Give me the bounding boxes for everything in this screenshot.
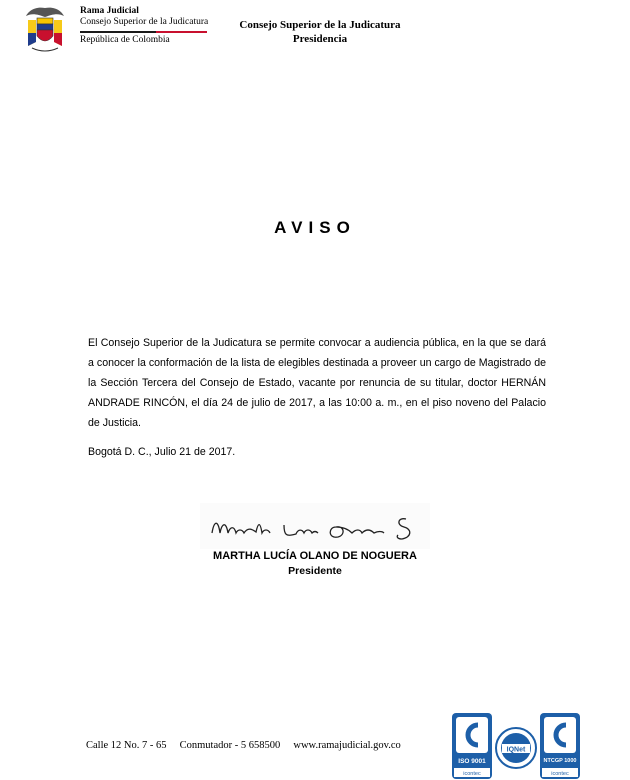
iqnet-seal-icon xyxy=(494,718,538,778)
institution-block xyxy=(80,6,210,46)
footer-website: www.ramajudicial.gov.co xyxy=(293,740,401,751)
institution-country: República de Colombia xyxy=(80,35,170,45)
institution-name: Rama Judicial xyxy=(80,6,139,16)
page-title: AVISO xyxy=(274,218,356,237)
colombia-coat-of-arms-icon xyxy=(22,4,68,54)
footer-contact xyxy=(86,740,401,751)
cert-footer: icontec xyxy=(463,771,481,777)
notice-body xyxy=(88,333,546,433)
cert-label: NTCGP 1000 xyxy=(543,758,577,764)
signatory-role: Presidente xyxy=(288,565,342,577)
office-block xyxy=(225,18,415,46)
iso-9001-seal-icon xyxy=(452,713,492,779)
handwritten-signature xyxy=(200,503,430,549)
cert-label: IQNet xyxy=(506,746,526,754)
office-name: Consejo Superior de la Judicatura xyxy=(239,19,401,31)
cert-footer: icontec xyxy=(551,771,569,777)
office-unit: Presidencia xyxy=(292,33,348,45)
header-divider xyxy=(80,31,207,33)
footer-phone: Conmutador - 5 658500 xyxy=(179,740,281,751)
notice-paragraph: El Consejo Superior de la Judicatura se permite convocar a audiencia pública, en la que se dará a conocer la conformación de la lista de elegibles destinada a proveer un cargo de Magistrado de la Sección Tercera del Consejo de Estado, vacante por renuncia de su titular, doctor HERNÁN ANDRADE RINCÓN, el día 24 de julio de 2017, a las 10:00 a. m., en el piso noveno del Palacio de Justicia. xyxy=(88,337,546,429)
institution-council: Consejo Superior de la Judicatura xyxy=(80,17,209,27)
place-date: Bogotá D. C., Julio 21 de 2017. xyxy=(88,446,236,458)
cert-label: ISO 9001 xyxy=(458,758,486,765)
footer-address: Calle 12 No. 7 - 65 xyxy=(86,740,167,751)
signatory-name: MARTHA LUCÍA OLANO DE NOGUERA xyxy=(213,550,417,562)
ntcgp-1000-seal-icon xyxy=(540,713,580,779)
